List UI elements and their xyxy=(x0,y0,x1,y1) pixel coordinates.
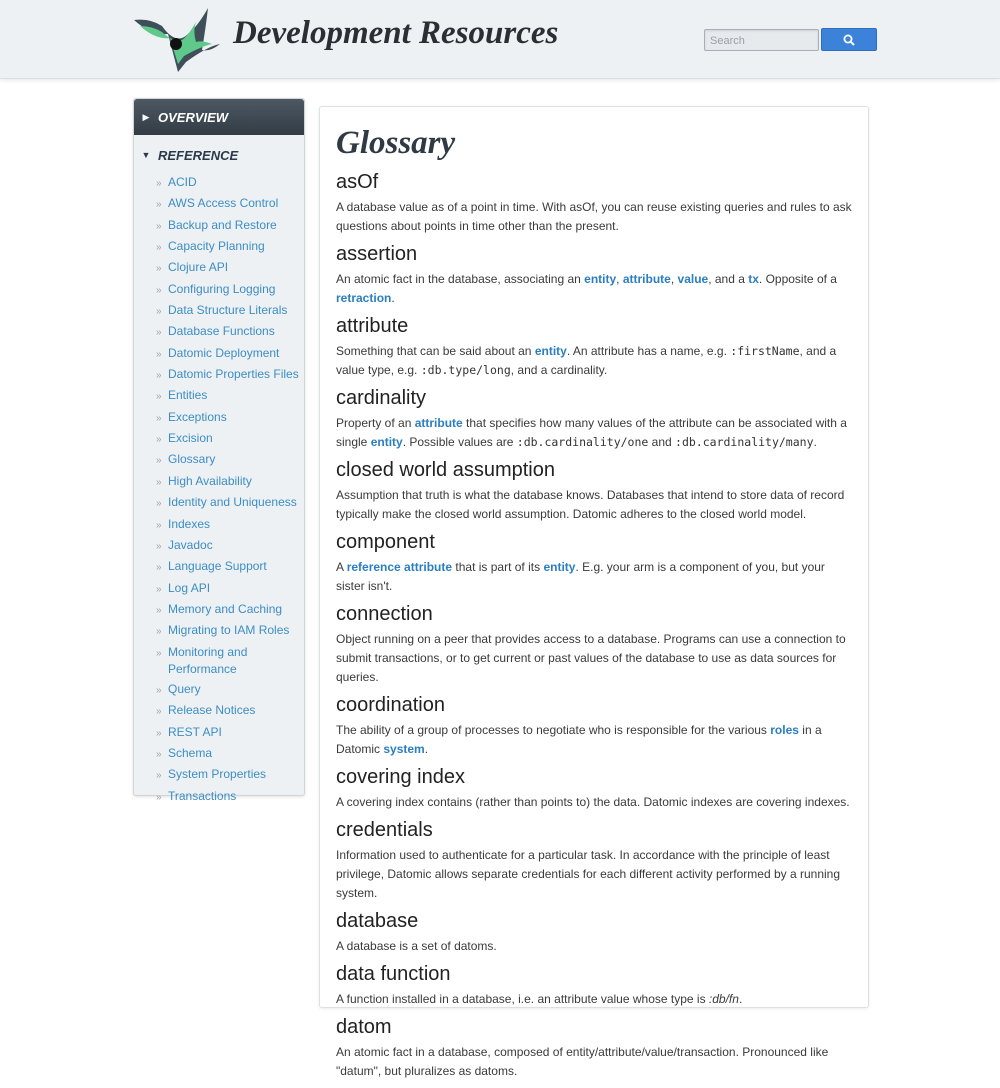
sidebar-item-link[interactable]: Release Notices xyxy=(168,703,256,718)
double-chevron-icon: » xyxy=(156,284,162,296)
sidebar-item-link[interactable]: System Properties xyxy=(168,767,267,782)
definition-text: . xyxy=(391,291,395,305)
term-link[interactable]: attribute xyxy=(414,416,463,430)
sidebar-item-link[interactable]: Database Functions xyxy=(168,324,275,339)
code-literal: :db.type/long xyxy=(420,363,511,377)
term-heading: component xyxy=(336,531,435,553)
nav-overview[interactable] xyxy=(134,99,304,135)
term-definition xyxy=(336,937,856,956)
definition-text: . An attribute has a name, e.g. xyxy=(566,344,731,358)
double-chevron-icon: » xyxy=(156,540,162,552)
term-heading: database xyxy=(336,910,419,932)
definition-text: A database value as of a point in time. With asOf, you can reuse existing queries and rules to ask questions about points in time other than the present. xyxy=(336,200,852,233)
sidebar-item[interactable] xyxy=(156,323,304,341)
glossary-entry xyxy=(336,531,856,596)
term-heading: credentials xyxy=(336,819,433,841)
double-chevron-icon: » xyxy=(156,519,162,531)
sidebar-item[interactable] xyxy=(156,174,304,192)
glossary-entry xyxy=(336,387,856,452)
sidebar-item-link[interactable]: Capacity Planning xyxy=(168,239,265,254)
glossary-entry xyxy=(336,459,856,524)
double-chevron-icon: » xyxy=(156,348,162,360)
definition-text: , xyxy=(616,272,623,286)
term-definition xyxy=(336,198,856,236)
term-heading: cardinality xyxy=(336,387,427,409)
definition-text: . Possible values are xyxy=(402,435,517,449)
sidebar-item[interactable] xyxy=(156,724,304,742)
double-chevron-icon: » xyxy=(156,770,162,782)
code-literal: :db.cardinality/one xyxy=(516,435,649,449)
definition-text: Assumption that truth is what the database knows. Databases that intend to store data of record typically make the closed world assumption. Datomic adheres to the closed world model. xyxy=(336,488,845,521)
double-chevron-icon: » xyxy=(156,562,162,574)
definition-text: A covering index contains (rather than points to) the data. Datomic indexes are covering indexes. xyxy=(336,795,850,809)
sidebar-item-link[interactable]: Data Structure Literals xyxy=(168,303,288,318)
double-chevron-icon: » xyxy=(156,791,162,803)
double-chevron-icon: » xyxy=(156,706,162,718)
sidebar-item-link[interactable]: Indexes xyxy=(168,516,211,531)
definition-text: . xyxy=(813,435,817,449)
glossary-entry xyxy=(336,963,856,1009)
definition-text: . xyxy=(738,992,743,1006)
term-definition xyxy=(336,1043,856,1081)
code-literal: :firstName xyxy=(730,344,800,358)
sidebar-item-link[interactable]: Query xyxy=(168,681,201,696)
term-link[interactable]: system xyxy=(383,742,425,756)
glossary-entry xyxy=(336,1016,856,1081)
sidebar-item-link[interactable]: Transactions xyxy=(168,788,237,803)
sidebar-item[interactable] xyxy=(156,409,304,427)
term-definition xyxy=(336,846,856,903)
triangle-down-icon: ▼ xyxy=(141,150,151,160)
term-definition xyxy=(336,558,856,596)
content-panel xyxy=(319,106,869,1078)
sidebar-nav xyxy=(133,98,305,803)
double-chevron-icon: » xyxy=(156,476,162,488)
sidebar-item-link[interactable]: ACID xyxy=(168,175,197,189)
term-link[interactable]: roles xyxy=(770,723,799,737)
term-definition xyxy=(336,793,856,812)
sidebar-item-link[interactable]: Glossary xyxy=(168,452,216,467)
code-literal: :db.cardinality/many xyxy=(675,435,814,449)
definition-text: . Opposite of a xyxy=(758,272,837,286)
term-heading: assertion xyxy=(336,243,418,265)
sidebar-item-link[interactable]: Configuring Logging xyxy=(168,281,276,296)
sidebar-item-link[interactable]: Monitoring and Performance xyxy=(168,644,248,676)
double-chevron-icon: » xyxy=(156,583,162,595)
definition-text: , xyxy=(670,272,678,286)
definition-text: Something that can be said about an xyxy=(336,344,535,358)
definition-text: Property of an xyxy=(336,416,415,430)
double-chevron-icon: » xyxy=(156,199,162,211)
glossary-entry xyxy=(336,315,856,380)
glossary-entry xyxy=(336,694,856,759)
sidebar-item[interactable] xyxy=(156,195,304,213)
term-link[interactable]: tx xyxy=(748,272,759,286)
sidebar-item[interactable] xyxy=(156,430,304,448)
term-link[interactable]: retraction xyxy=(336,291,392,305)
term-link[interactable]: attribute xyxy=(622,272,671,286)
term-heading: covering index xyxy=(336,766,465,788)
definition-text: that specifies how many values of the attribute can be associated with a single xyxy=(336,416,847,449)
definition-text: Object running on a peer that provides access to a database. Programs can use a connection to submit transactions, or to get current or past values of the database to use as data sources for queries. xyxy=(336,632,846,684)
glossary-entry xyxy=(336,243,856,308)
glossary-entry xyxy=(336,766,856,812)
definition-text: A function installed in a database, i.e. an attribute value whose type is xyxy=(336,992,709,1006)
sidebar-item-link[interactable]: Memory and Caching xyxy=(168,601,283,616)
term-heading: connection xyxy=(336,603,433,625)
definition-text: , and a value type, e.g. xyxy=(336,344,837,377)
definition-text: An atomic fact in a database, composed of entity/attribute/value/transaction. Pronounced like "datum", but pluralizes as datoms. xyxy=(336,1045,829,1078)
sidebar-item-link[interactable]: AWS Access Control xyxy=(168,196,279,211)
sidebar-item-link[interactable]: Javadoc xyxy=(168,537,213,552)
term-heading: closed world assumption xyxy=(336,459,555,481)
sidebar-item[interactable] xyxy=(156,766,304,784)
search-input[interactable] xyxy=(704,29,819,51)
double-chevron-icon: » xyxy=(156,748,162,760)
nav-overview-label: OVERVIEW xyxy=(158,109,229,125)
double-chevron-icon: » xyxy=(156,434,162,446)
sidebar-item-link[interactable]: Entities xyxy=(168,388,208,403)
logo-icon[interactable] xyxy=(132,6,222,74)
double-chevron-icon: » xyxy=(156,647,162,659)
sidebar-item-link[interactable]: REST API xyxy=(168,724,222,739)
double-chevron-icon: » xyxy=(156,327,162,339)
term-definition xyxy=(336,414,856,452)
sidebar-item[interactable] xyxy=(156,681,304,699)
sidebar-item-link[interactable]: Migrating to IAM Roles xyxy=(168,623,290,638)
definition-text: An atomic fact in the database, associating an xyxy=(336,272,585,286)
reference-list xyxy=(156,174,304,809)
sidebar-item[interactable] xyxy=(156,745,304,763)
term-link[interactable]: entity xyxy=(584,272,617,286)
double-chevron-icon: » xyxy=(156,370,162,382)
sidebar-item-link[interactable]: Excision xyxy=(168,431,213,446)
magnifier-icon xyxy=(843,34,855,46)
sidebar-item[interactable] xyxy=(156,494,304,512)
search-button[interactable] xyxy=(821,28,877,51)
definition-text: . xyxy=(424,742,429,756)
sidebar-item[interactable] xyxy=(156,580,304,598)
glossary-entry xyxy=(336,910,856,956)
definition-text: that is part of its xyxy=(452,560,544,574)
emphasis-text: :db/fn xyxy=(708,992,739,1006)
term-heading: asOf xyxy=(336,171,379,193)
definition-text: Information used to authenticate for a particular task. In accordance with the principle of least privilege, Datomic allows separate credentials for each different activity performed by a running system. xyxy=(336,848,841,900)
sidebar-item-link[interactable]: Language Support xyxy=(168,559,267,574)
double-chevron-icon: » xyxy=(156,178,162,189)
sidebar-item[interactable] xyxy=(156,451,304,469)
nav-reference-label: REFERENCE xyxy=(158,147,239,163)
sidebar-item[interactable] xyxy=(156,516,304,534)
glossary-entry xyxy=(336,171,856,236)
glossary-list xyxy=(336,171,856,1088)
double-chevron-icon: » xyxy=(156,220,162,232)
site-title[interactable]: Development Resources xyxy=(233,15,559,51)
term-link[interactable]: entity xyxy=(370,435,403,449)
sidebar-item-link[interactable]: Datomic Properties Files xyxy=(168,367,299,382)
term-link[interactable]: reference attribute xyxy=(346,560,453,574)
sidebar-item[interactable] xyxy=(156,366,304,384)
term-link[interactable]: entity xyxy=(534,344,567,358)
term-definition xyxy=(336,270,856,308)
sidebar-item[interactable] xyxy=(156,302,304,320)
sidebar-item-link[interactable]: Log API xyxy=(168,580,211,595)
sidebar-item[interactable] xyxy=(156,217,304,235)
term-heading: coordination xyxy=(336,694,445,716)
term-link[interactable]: value xyxy=(677,272,709,286)
definition-text: in a Datomic xyxy=(336,723,822,756)
sidebar-item-link[interactable]: Identity and Uniqueness xyxy=(168,495,297,510)
definition-text: and xyxy=(648,435,676,449)
sidebar-item[interactable] xyxy=(156,702,304,720)
sidebar-item[interactable] xyxy=(156,281,304,299)
sidebar-item[interactable] xyxy=(156,601,304,619)
glossary-entry xyxy=(336,603,856,687)
definition-text: , and a cardinality. xyxy=(510,363,608,377)
sidebar-item[interactable] xyxy=(156,537,304,555)
sidebar-item[interactable] xyxy=(156,622,304,640)
sidebar-item-link[interactable]: Backup and Restore xyxy=(168,217,277,232)
definition-text: , and a xyxy=(708,272,749,286)
double-chevron-icon: » xyxy=(156,306,162,318)
sidebar-item-link[interactable]: Datomic Deployment xyxy=(168,345,280,360)
double-chevron-icon: » xyxy=(156,498,162,510)
definition-text: The ability of a group of processes to negotiate who is responsible for the various xyxy=(336,723,771,737)
term-definition xyxy=(336,342,856,380)
term-heading: attribute xyxy=(336,315,409,337)
term-definition xyxy=(336,630,856,687)
double-chevron-icon: » xyxy=(156,626,162,638)
double-chevron-icon: » xyxy=(156,391,162,403)
double-chevron-icon: » xyxy=(156,684,162,696)
term-heading: data function xyxy=(336,963,451,985)
term-link[interactable]: entity xyxy=(543,560,576,574)
definition-text: . E.g. your arm is a component of you, but your sister isn't. xyxy=(336,560,825,593)
double-chevron-icon: » xyxy=(156,455,162,467)
site-header xyxy=(0,0,1000,79)
sidebar-item[interactable] xyxy=(156,238,304,256)
triangle-right-icon: ▶ xyxy=(142,111,150,122)
sidebar-item[interactable] xyxy=(156,473,304,491)
sidebar-item-link[interactable]: Schema xyxy=(168,745,213,760)
sidebar-item[interactable] xyxy=(156,387,304,405)
sidebar-item-link[interactable]: Exceptions xyxy=(168,409,227,424)
sidebar-item[interactable] xyxy=(156,259,304,277)
glossary-entry xyxy=(336,819,856,903)
term-definition xyxy=(336,721,856,759)
sidebar-item-link[interactable]: Clojure API xyxy=(168,260,229,275)
page-title: Glossary xyxy=(336,125,456,161)
term-heading: datom xyxy=(336,1016,392,1038)
term-definition xyxy=(336,486,856,524)
double-chevron-icon: » xyxy=(156,242,162,254)
sidebar-item-link[interactable]: High Availability xyxy=(168,473,252,488)
definition-text: A database is a set of datoms. xyxy=(336,939,497,953)
double-chevron-icon: » xyxy=(156,412,162,424)
sidebar-item[interactable] xyxy=(156,558,304,576)
sidebar-item[interactable] xyxy=(156,644,304,678)
nav-reference[interactable] xyxy=(134,137,304,173)
double-chevron-icon: » xyxy=(156,263,162,275)
sidebar-item[interactable] xyxy=(156,788,304,806)
double-chevron-icon: » xyxy=(156,604,162,616)
double-chevron-icon: » xyxy=(156,727,162,739)
definition-text: A xyxy=(336,560,347,574)
sidebar-item[interactable] xyxy=(156,345,304,363)
